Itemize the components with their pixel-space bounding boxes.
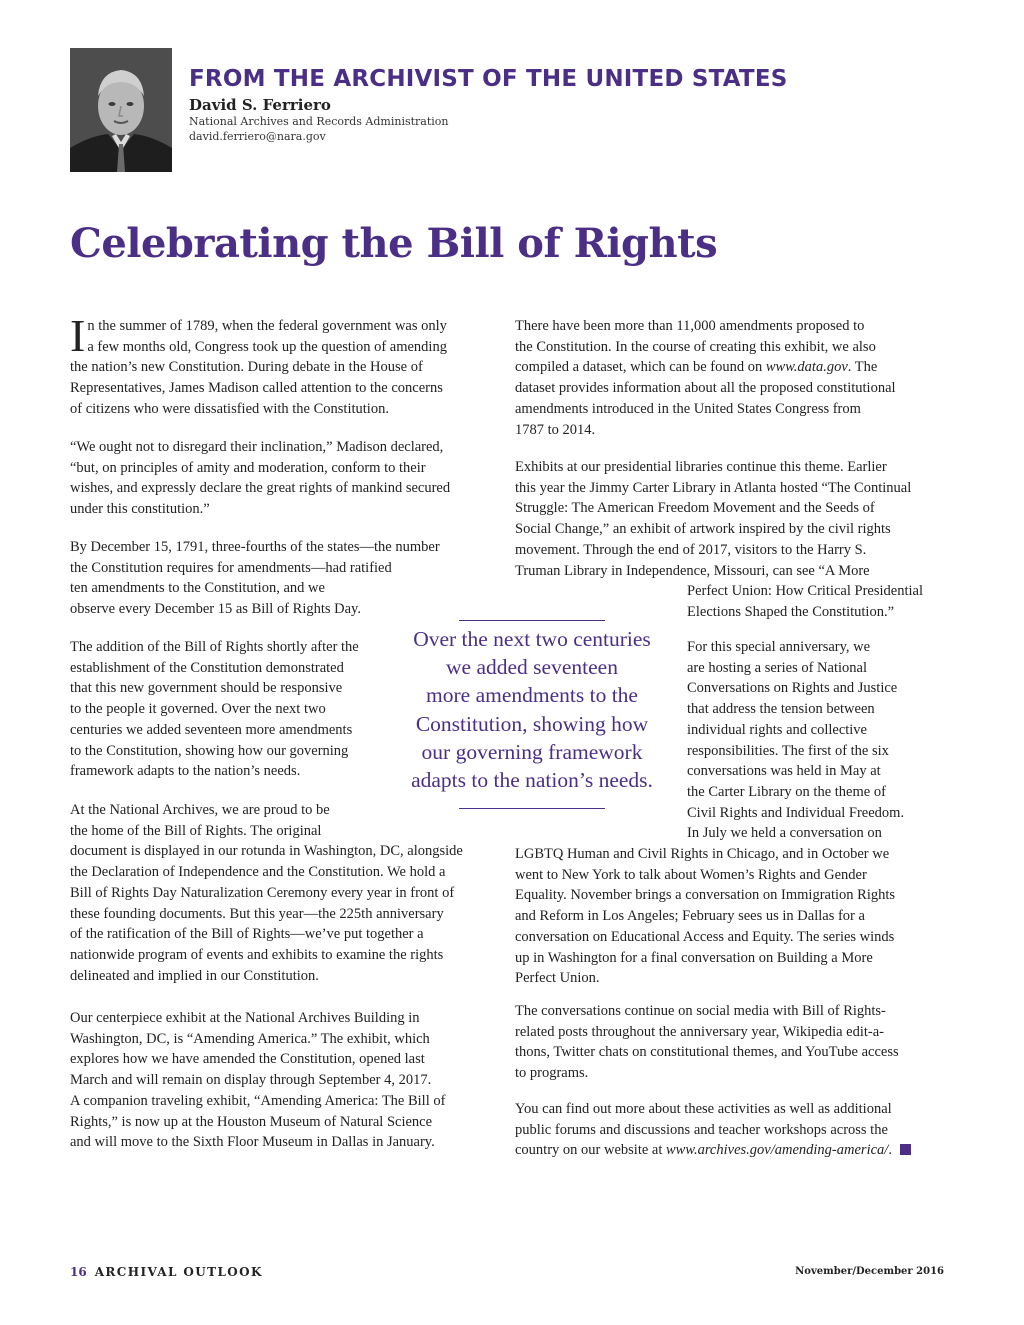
text-fragment: . The <box>847 359 878 376</box>
text-line: wishes, and expressly declare the great rights of mankind secured <box>70 480 451 497</box>
text-line: of citizens who were dissatisfied with the Constitution. <box>70 400 389 417</box>
col2-paragraph-5 <box>515 1099 911 1161</box>
text-line: The conversations continue on social media with Bill of Rights- <box>515 1003 886 1019</box>
text-line: to programs. <box>515 1065 589 1082</box>
text-line: the Constitution. In the course of creating this exhibit, we also <box>515 338 876 355</box>
text-line: Truman Library in Independence, Missouri, can see “A More <box>515 562 870 579</box>
text-line: of the ratification of the Bill of Rights—we’ve put together a <box>70 926 424 943</box>
col2-paragraph-2 <box>515 457 911 581</box>
text-line: Social Change,” an exhibit of artwork inspired by the civil rights <box>515 521 891 538</box>
text-line: establishment of the Constitution demonstrated <box>70 659 344 676</box>
text-line: 1787 to 2014. <box>515 421 596 438</box>
text-line: Civil Rights and Individual Freedom. <box>687 804 905 821</box>
text-line: to the people it governed. Over the next two <box>70 701 326 718</box>
text-line: Washington, DC, is “Amending America.” The exhibit, which <box>70 1030 430 1047</box>
text-line: Conversations on Rights and Justice <box>687 680 898 697</box>
text-line: Equality. November brings a conversation on Immigration Rights <box>515 887 896 904</box>
text-line: Perfect Union. <box>515 970 600 987</box>
text-line: Rights,” is now up at the Houston Museum of Natural Science <box>70 1113 433 1130</box>
text-line: amendments introduced in the United States Congress from <box>515 400 861 417</box>
text-line: went to New York to talk about Women’s Rights and Gender <box>515 866 867 883</box>
text-line: up in Washington for a final conversation on Building a More <box>515 949 873 966</box>
pull-quote-bottom-rule <box>459 808 605 809</box>
pull-quote-line: more amendments to the <box>426 683 638 708</box>
author-email[interactable]: david.ferriero@nara.gov <box>189 130 326 143</box>
text-line: delineated and implied in our Constitution. <box>70 967 319 984</box>
text-line: centuries we added seventeen more amendments <box>70 721 353 738</box>
text-fragment: country on our website at <box>515 1142 667 1159</box>
text-line: Exhibits at our presidential libraries continue this theme. Earlier <box>515 459 887 475</box>
pull-quote <box>390 620 674 809</box>
drop-cap: I <box>70 310 86 361</box>
text-line: The addition of the Bill of Rights shortly after the <box>70 639 359 655</box>
text-line: Our centerpiece exhibit at the National Archives Building in <box>70 1010 420 1026</box>
text-line: Perfect Union: How Critical Presidential <box>687 583 923 599</box>
text-line: n the summer of 1789, when the federal government was only <box>87 318 447 334</box>
pull-quote-line: adapts to the nation’s needs. <box>411 768 653 793</box>
text-line: explores how we have amended the Constitution, opened last <box>70 1051 425 1068</box>
text-line: “We ought not to disregard their inclination,” Madison declared, <box>70 439 444 455</box>
col1-paragraph-4 <box>70 637 359 782</box>
text-line: these founding documents. But this year—the 225th anniversary <box>70 905 444 922</box>
text-line: the nation’s new Constitution. During debate in the House of <box>70 359 423 376</box>
text-line: conversations was held in May at <box>687 763 881 780</box>
text-line: individual rights and collective <box>687 721 867 738</box>
text-line: observe every December 15 as Bill of Rights Day. <box>70 601 361 618</box>
page-number: 16 <box>70 1265 87 1279</box>
text-line: the Carter Library on the theme of <box>687 783 886 800</box>
col1-paragraph-5 <box>70 800 463 986</box>
text-line: At the National Archives, we are proud to be <box>70 802 330 818</box>
text-fragment: . <box>888 1142 892 1159</box>
text-line: conversation on Educational Access and Equity. The series winds <box>515 928 895 945</box>
footer-issue-date: November/December 2016 <box>795 1266 944 1277</box>
text-line: Struggle: The American Freedom Movement and the Seeds of <box>515 500 875 517</box>
text-line: document is displayed in our rotunda in Washington, DC, alongside <box>70 843 463 860</box>
text-line: Elections Shaped the Constitution.” <box>687 603 895 620</box>
col2-paragraph-3 <box>687 637 904 844</box>
text-line: the home of the Bill of Rights. The original <box>70 822 322 839</box>
text-line: A companion traveling exhibit, “Amending America: The Bill of <box>70 1092 446 1109</box>
text-line: Representatives, James Madison called attention to the concerns <box>70 380 443 397</box>
text-line: March and will remain on display through September 4, 2017. <box>70 1072 432 1089</box>
pull-quote-line: we added seventeen <box>446 655 618 680</box>
text-line: that this new government should be responsive <box>70 680 343 697</box>
pull-quote-line: Constitution, showing how <box>415 711 649 736</box>
text-line: related posts throughout the anniversary year, Wikipedia edit-a- <box>515 1023 884 1040</box>
pull-quote-line: Over the next two centuries <box>413 627 651 651</box>
text-line: are hosting a series of National <box>687 659 867 676</box>
data-gov-link[interactable]: www.data.gov <box>765 359 848 376</box>
text-line: the Declaration of Independence and the Constitution. We hold a <box>70 864 446 881</box>
pull-quote-line: our governing framework <box>421 739 643 764</box>
text-line: ten amendments to the Constitution, and we <box>70 580 325 597</box>
text-fragment: compiled a dataset, which can be found on <box>515 359 766 376</box>
text-line: In July we held a conversation on <box>687 825 882 842</box>
text-line: that address the tension between <box>687 701 875 718</box>
footer-publication <box>70 1265 263 1279</box>
col1-paragraph-3 <box>70 537 440 620</box>
col1-paragraph-2 <box>70 437 450 520</box>
text-line: For this special anniversary, we <box>687 639 871 655</box>
col2-paragraph-1 <box>515 316 896 440</box>
text-line: movement. Through the end of 2017, visitors to the Harry S. <box>515 541 867 558</box>
section-kicker: FROM THE ARCHIVIST OF THE UNITED STATES <box>189 66 788 92</box>
text-line: and will move to the Sixth Floor Museum in Dallas in January. <box>70 1134 435 1151</box>
text-line: a few months old, Congress took up the question of amending <box>87 338 447 355</box>
text-line <box>515 1140 911 1161</box>
text-line: nationwide program of events and exhibits to examine the rights <box>70 946 444 963</box>
text-line: LGBTQ Human and Civil Rights in Chicago, and in October we <box>515 846 890 862</box>
text-line: There have been more than 11,000 amendments proposed to <box>515 318 865 334</box>
article-title: Celebrating the Bill of Rights <box>70 220 718 267</box>
end-mark-icon <box>900 1144 911 1155</box>
text-line: under this constitution.” <box>70 501 210 518</box>
col2-paragraph-2-continued <box>687 581 923 622</box>
author-organization: National Archives and Records Administration <box>189 115 449 128</box>
col2-paragraph-4 <box>515 1001 899 1084</box>
publication-name: ARCHIVAL OUTLOOK <box>94 1265 263 1279</box>
text-line: and Reform in Los Angeles; February sees us in Dallas for a <box>515 908 865 925</box>
text-line: the Constitution requires for amendments—had ratified <box>70 559 392 576</box>
text-line: responsibilities. The first of the six <box>687 742 889 759</box>
text-line: You can find out more about these activities as well as additional <box>515 1101 892 1117</box>
text-line: to the Constitution, showing how our governing <box>70 742 349 759</box>
archivist-portrait <box>70 48 172 172</box>
col2-paragraph-3-continued <box>515 844 895 989</box>
author-name: David S. Ferriero <box>189 96 331 114</box>
text-line: framework adapts to the nation’s needs. <box>70 763 301 780</box>
amending-america-link[interactable]: www.archives.gov/amending-america/ <box>666 1142 889 1159</box>
text-line: “but, on principles of amity and moderation, conform to their <box>70 459 426 476</box>
text-line <box>515 357 896 378</box>
col1-paragraph-1 <box>70 310 447 420</box>
col1-paragraph-6 <box>70 1008 445 1153</box>
text-line: this year the Jimmy Carter Library in Atlanta hosted “The Continual <box>515 479 912 496</box>
text-line: thons, Twitter chats on constitutional themes, and YouTube access <box>515 1044 899 1061</box>
text-line: public forums and discussions and teacher workshops across the <box>515 1121 888 1138</box>
text-line: Bill of Rights Day Naturalization Ceremony every year in front of <box>70 884 455 901</box>
text-line: By December 15, 1791, three-fourths of the states—the number <box>70 539 440 555</box>
text-line: dataset provides information about all the proposed constitutional <box>515 380 896 397</box>
